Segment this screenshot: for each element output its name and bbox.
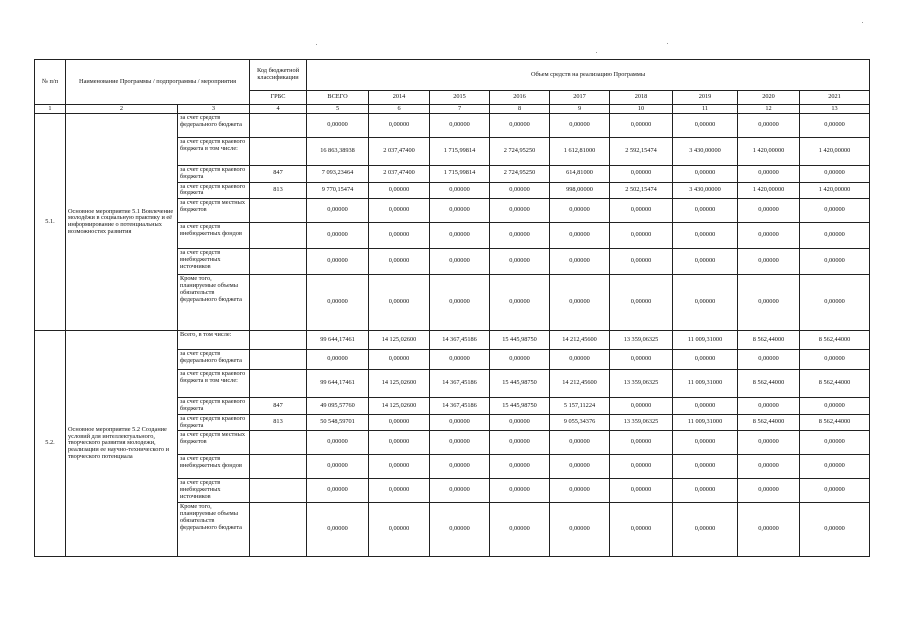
year-value-cell: 2 502,15474 <box>610 182 673 199</box>
year-value-cell: 14 367,45186 <box>430 370 490 398</box>
column-number: 3 <box>178 105 250 114</box>
funding-source-cell: за счет средств внебюджетных источников <box>178 249 250 275</box>
year-value-cell: 0,00000 <box>738 455 800 479</box>
year-value-cell: 0,00000 <box>673 431 738 455</box>
year-value-cell: 0,00000 <box>800 114 870 138</box>
year-value-cell: 1 715,99814 <box>430 166 490 183</box>
grbs-code-cell <box>250 350 307 370</box>
year-value-cell: 1 715,99814 <box>430 138 490 166</box>
header-year-cell: 2016 <box>490 91 550 105</box>
column-number: 2 <box>66 105 178 114</box>
header-year-cell: 2018 <box>610 91 673 105</box>
column-number: 5 <box>307 105 369 114</box>
year-value-cell: 2 724,95250 <box>490 166 550 183</box>
year-value-cell: 0,00000 <box>800 479 870 503</box>
year-value-cell: 0,00000 <box>430 455 490 479</box>
year-value-cell: 2 724,95250 <box>490 138 550 166</box>
year-value-cell: 0,00000 <box>738 249 800 275</box>
year-value-cell: 0,00000 <box>490 114 550 138</box>
year-value-cell: 14 125,02600 <box>369 398 430 415</box>
year-value-cell: 0,00000 <box>610 431 673 455</box>
header-year-cell: 2017 <box>550 91 610 105</box>
year-value-cell: 8 562,44000 <box>800 414 870 431</box>
header-total-cell: ВСЕГО <box>307 91 369 105</box>
year-value-cell: 0,00000 <box>738 199 800 223</box>
column-number: 9 <box>550 105 610 114</box>
total-value-cell: 7 093,23464 <box>307 166 369 183</box>
column-number: 4 <box>250 105 307 114</box>
header-year-cell: 2020 <box>738 91 800 105</box>
year-value-cell: 0,00000 <box>673 275 738 331</box>
funding-source-cell: за счет средств краевого бюджета <box>178 398 250 415</box>
year-value-cell: 0,00000 <box>490 414 550 431</box>
grbs-code-cell <box>250 503 307 557</box>
grbs-code-cell <box>250 455 307 479</box>
header-year-cell: 2014 <box>369 91 430 105</box>
total-value-cell: 50 548,59701 <box>307 414 369 431</box>
year-value-cell: 8 562,44000 <box>738 370 800 398</box>
total-value-cell: 49 095,57760 <box>307 398 369 415</box>
year-value-cell: 0,00000 <box>800 166 870 183</box>
year-value-cell: 0,00000 <box>490 431 550 455</box>
year-value-cell: 0,00000 <box>490 479 550 503</box>
year-value-cell: 0,00000 <box>490 275 550 331</box>
funding-source-cell: за счет средств внебюджетных источников <box>178 479 250 503</box>
year-value-cell: 0,00000 <box>490 503 550 557</box>
year-value-cell: 14 125,02600 <box>369 331 430 350</box>
year-value-cell: 0,00000 <box>800 431 870 455</box>
funding-source-cell: за счет средств федерального бюджета <box>178 350 250 370</box>
total-value-cell: 0,00000 <box>307 199 369 223</box>
year-value-cell: 998,00000 <box>550 182 610 199</box>
header-kbk-cell: Код бюджетной классификации <box>250 60 307 91</box>
header-volume-cell: Объем средств на реализацию Программы <box>307 60 870 91</box>
grbs-code-cell: 813 <box>250 414 307 431</box>
header-num-cell: № п/п <box>35 60 66 105</box>
year-value-cell: 0,00000 <box>430 431 490 455</box>
year-value-cell: 8 562,44000 <box>800 331 870 350</box>
year-value-cell: 13 359,06325 <box>610 414 673 431</box>
total-value-cell: 0,00000 <box>307 479 369 503</box>
table-row <box>35 114 870 138</box>
year-value-cell: 0,00000 <box>430 182 490 199</box>
funding-source-cell: за счет средств краевого бюджета <box>178 414 250 431</box>
year-value-cell: 0,00000 <box>550 455 610 479</box>
total-value-cell: 0,00000 <box>307 223 369 249</box>
funding-source-cell: Кроме того, планируемые объемы обязательств федерального бюджета <box>178 503 250 557</box>
year-value-cell: 14 367,45186 <box>430 398 490 415</box>
year-value-cell: 0,00000 <box>610 350 673 370</box>
funding-source-cell: за счет средств краевого бюджета <box>178 182 250 199</box>
funding-source-cell: за счет средств внебюджетных фондов <box>178 455 250 479</box>
grbs-code-cell <box>250 114 307 138</box>
funding-source-cell: за счет средств краевого бюджета в том числе: <box>178 138 250 166</box>
grbs-code-cell: 813 <box>250 182 307 199</box>
year-value-cell: 0,00000 <box>610 479 673 503</box>
year-value-cell: 0,00000 <box>430 479 490 503</box>
year-value-cell: 0,00000 <box>369 223 430 249</box>
year-value-cell: 0,00000 <box>430 350 490 370</box>
funding-source-cell: за счет средств федерального бюджета <box>178 114 250 138</box>
year-value-cell: 3 430,00000 <box>673 138 738 166</box>
year-value-cell: 0,00000 <box>738 503 800 557</box>
scan-speck <box>316 44 317 45</box>
year-value-cell: 0,00000 <box>673 166 738 183</box>
column-number: 13 <box>800 105 870 114</box>
funding-source-cell: за счет средств местных бюджетов <box>178 199 250 223</box>
year-value-cell: 0,00000 <box>738 350 800 370</box>
grbs-code-cell <box>250 331 307 350</box>
year-value-cell: 2 037,47400 <box>369 166 430 183</box>
numbering-row <box>35 105 870 114</box>
section-number: 5.1. <box>35 114 66 331</box>
section-name: Основное мероприятие 5.2 Создание условий для интеллектуального, творческого развития молодежи, реализации ее научно-технического и творческого потенциала <box>66 331 178 557</box>
year-value-cell: 0,00000 <box>490 249 550 275</box>
year-value-cell: 1 420,00000 <box>738 138 800 166</box>
funding-source-cell: за счет средств внебюджетных фондов <box>178 223 250 249</box>
year-value-cell: 0,00000 <box>430 503 490 557</box>
column-number: 12 <box>738 105 800 114</box>
grbs-code-cell: 847 <box>250 166 307 183</box>
grbs-code-cell <box>250 479 307 503</box>
year-value-cell: 0,00000 <box>430 414 490 431</box>
year-value-cell: 1 420,00000 <box>738 182 800 199</box>
year-value-cell: 0,00000 <box>800 249 870 275</box>
year-value-cell: 0,00000 <box>430 275 490 331</box>
year-value-cell: 0,00000 <box>673 199 738 223</box>
funding-source-cell: за счет средств местных бюджетов <box>178 431 250 455</box>
year-value-cell: 2 592,15474 <box>610 138 673 166</box>
year-value-cell: 11 009,31000 <box>673 370 738 398</box>
year-value-cell: 0,00000 <box>550 350 610 370</box>
column-number: 8 <box>490 105 550 114</box>
year-value-cell: 0,00000 <box>490 350 550 370</box>
header-name-cell: Наименование Программы / подпрограммы / мероприятия <box>66 60 250 105</box>
total-value-cell: 0,00000 <box>307 350 369 370</box>
year-value-cell: 0,00000 <box>369 350 430 370</box>
year-value-cell: 2 037,47400 <box>369 138 430 166</box>
header-year-cell: 2015 <box>430 91 490 105</box>
year-value-cell: 0,00000 <box>738 114 800 138</box>
total-value-cell: 0,00000 <box>307 275 369 331</box>
total-value-cell: 0,00000 <box>307 503 369 557</box>
year-value-cell: 0,00000 <box>550 199 610 223</box>
year-value-cell: 0,00000 <box>610 398 673 415</box>
year-value-cell: 5 157,11224 <box>550 398 610 415</box>
year-value-cell: 0,00000 <box>673 249 738 275</box>
year-value-cell: 0,00000 <box>550 249 610 275</box>
year-value-cell: 0,00000 <box>673 479 738 503</box>
year-value-cell: 0,00000 <box>673 350 738 370</box>
total-value-cell: 0,00000 <box>307 249 369 275</box>
column-number: 10 <box>610 105 673 114</box>
header-row <box>35 60 870 91</box>
total-value-cell: 0,00000 <box>307 455 369 479</box>
year-value-cell: 0,00000 <box>369 114 430 138</box>
year-value-cell: 0,00000 <box>550 503 610 557</box>
table-row <box>35 331 870 350</box>
year-value-cell: 14 212,45600 <box>550 331 610 350</box>
column-number: 11 <box>673 105 738 114</box>
year-value-cell: 0,00000 <box>430 249 490 275</box>
total-value-cell: 99 644,17461 <box>307 331 369 350</box>
year-value-cell: 0,00000 <box>673 455 738 479</box>
year-value-cell: 0,00000 <box>369 199 430 223</box>
year-value-cell: 0,00000 <box>369 275 430 331</box>
year-value-cell: 0,00000 <box>800 398 870 415</box>
year-value-cell: 0,00000 <box>430 199 490 223</box>
year-value-cell: 0,00000 <box>369 431 430 455</box>
grbs-code-cell <box>250 199 307 223</box>
scan-speck <box>862 22 863 23</box>
column-number: 7 <box>430 105 490 114</box>
year-value-cell: 0,00000 <box>369 182 430 199</box>
year-value-cell: 0,00000 <box>610 249 673 275</box>
year-value-cell: 0,00000 <box>369 479 430 503</box>
header-grbs-cell: ГРБС <box>250 91 307 105</box>
year-value-cell: 1 612,81000 <box>550 138 610 166</box>
year-value-cell: 0,00000 <box>430 223 490 249</box>
funding-source-cell: Всего, в том числе: <box>178 331 250 350</box>
funding-source-cell: за счет средств краевого бюджета в том числе: <box>178 370 250 398</box>
year-value-cell: 15 445,98750 <box>490 398 550 415</box>
year-value-cell: 0,00000 <box>800 350 870 370</box>
year-value-cell: 0,00000 <box>738 275 800 331</box>
year-value-cell: 0,00000 <box>800 275 870 331</box>
total-value-cell: 0,00000 <box>307 114 369 138</box>
total-value-cell: 16 863,38938 <box>307 138 369 166</box>
grbs-code-cell <box>250 275 307 331</box>
grbs-code-cell <box>250 431 307 455</box>
year-value-cell: 0,00000 <box>610 223 673 249</box>
year-value-cell: 0,00000 <box>490 223 550 249</box>
year-value-cell: 0,00000 <box>738 223 800 249</box>
year-value-cell: 0,00000 <box>673 114 738 138</box>
year-value-cell: 3 430,00000 <box>673 182 738 199</box>
year-value-cell: 0,00000 <box>369 455 430 479</box>
year-value-cell: 0,00000 <box>610 114 673 138</box>
year-value-cell: 0,00000 <box>490 455 550 479</box>
year-value-cell: 0,00000 <box>550 223 610 249</box>
year-value-cell: 0,00000 <box>490 182 550 199</box>
total-value-cell: 9 770,15474 <box>307 182 369 199</box>
year-value-cell: 14 212,45600 <box>550 370 610 398</box>
year-value-cell: 0,00000 <box>369 414 430 431</box>
year-value-cell: 0,00000 <box>490 199 550 223</box>
year-value-cell: 0,00000 <box>550 431 610 455</box>
year-value-cell: 0,00000 <box>800 223 870 249</box>
year-value-cell: 0,00000 <box>673 223 738 249</box>
year-value-cell: 0,00000 <box>738 166 800 183</box>
scan-speck <box>596 52 597 53</box>
year-value-cell: 0,00000 <box>369 503 430 557</box>
header-year-cell: 2021 <box>800 91 870 105</box>
year-value-cell: 9 055,34376 <box>550 414 610 431</box>
year-value-cell: 8 562,44000 <box>738 414 800 431</box>
total-value-cell: 0,00000 <box>307 431 369 455</box>
column-number: 6 <box>369 105 430 114</box>
year-value-cell: 614,81000 <box>550 166 610 183</box>
year-value-cell: 0,00000 <box>550 275 610 331</box>
year-value-cell: 0,00000 <box>673 398 738 415</box>
year-value-cell: 0,00000 <box>550 114 610 138</box>
year-value-cell: 0,00000 <box>800 503 870 557</box>
year-value-cell: 0,00000 <box>610 166 673 183</box>
year-value-cell: 0,00000 <box>738 398 800 415</box>
budget-table <box>34 59 870 557</box>
year-value-cell: 11 009,31000 <box>673 414 738 431</box>
year-value-cell: 15 445,98750 <box>490 331 550 350</box>
year-value-cell: 0,00000 <box>610 503 673 557</box>
year-value-cell: 0,00000 <box>738 479 800 503</box>
year-value-cell: 0,00000 <box>800 455 870 479</box>
year-value-cell: 0,00000 <box>610 455 673 479</box>
year-value-cell: 13 359,06325 <box>610 370 673 398</box>
grbs-code-cell <box>250 138 307 166</box>
year-value-cell: 0,00000 <box>738 431 800 455</box>
year-value-cell: 14 125,02600 <box>369 370 430 398</box>
funding-source-cell: за счет средств краевого бюджета <box>178 166 250 183</box>
year-value-cell: 11 009,31000 <box>673 331 738 350</box>
year-value-cell: 0,00000 <box>369 249 430 275</box>
header-year-cell: 2019 <box>673 91 738 105</box>
scan-speck <box>667 43 668 44</box>
year-value-cell: 0,00000 <box>550 479 610 503</box>
year-value-cell: 14 367,45186 <box>430 331 490 350</box>
grbs-code-cell <box>250 370 307 398</box>
year-value-cell: 8 562,44000 <box>738 331 800 350</box>
year-value-cell: 0,00000 <box>673 503 738 557</box>
column-number: 1 <box>35 105 66 114</box>
grbs-code-cell <box>250 223 307 249</box>
year-value-cell: 0,00000 <box>800 199 870 223</box>
year-value-cell: 0,00000 <box>610 199 673 223</box>
year-value-cell: 13 359,06325 <box>610 331 673 350</box>
year-value-cell: 0,00000 <box>610 275 673 331</box>
grbs-code-cell <box>250 249 307 275</box>
total-value-cell: 99 644,17461 <box>307 370 369 398</box>
section-name: Основное мероприятие 5.1 Вовлечение молодёжи в социальную практику и её информирование о потенциальных возможностях развития <box>66 114 178 331</box>
funding-source-cell: Кроме того, планируемые объемы обязательств федерального бюджета <box>178 275 250 331</box>
year-value-cell: 1 420,00000 <box>800 138 870 166</box>
year-value-cell: 1 420,00000 <box>800 182 870 199</box>
year-value-cell: 8 562,44000 <box>800 370 870 398</box>
section-number: 5.2. <box>35 331 66 557</box>
grbs-code-cell: 847 <box>250 398 307 415</box>
year-value-cell: 15 445,98750 <box>490 370 550 398</box>
year-value-cell: 0,00000 <box>430 114 490 138</box>
